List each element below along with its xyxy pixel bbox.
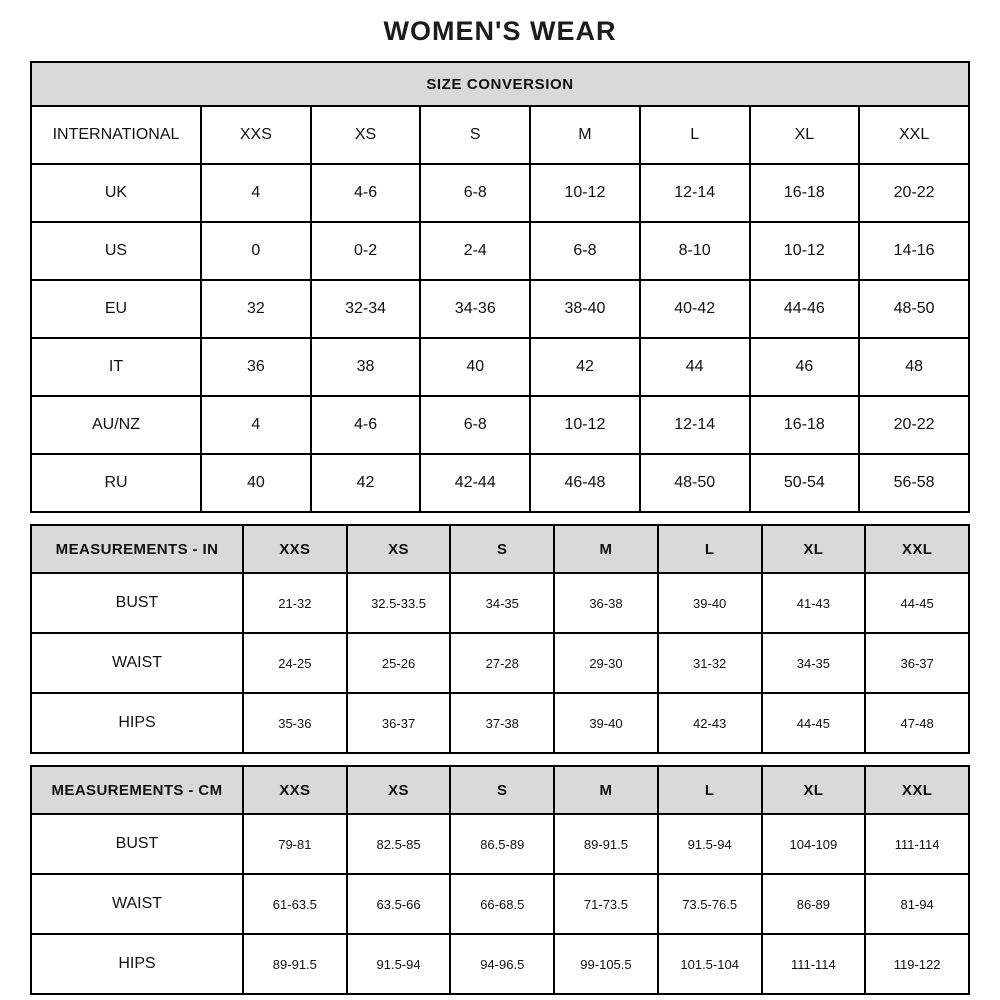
- value-cell: 8-10: [640, 222, 750, 280]
- value-cell: 42-43: [658, 693, 762, 753]
- value-cell: 50-54: [750, 454, 860, 512]
- row-label: AU/NZ: [31, 396, 201, 454]
- value-cell: 42-44: [420, 454, 530, 512]
- value-cell: 27-28: [450, 633, 554, 693]
- size-column-header: L: [640, 106, 750, 164]
- row-label-column-header: MEASUREMENTS - CM: [31, 766, 243, 814]
- value-cell: 111-114: [762, 934, 866, 994]
- row-label: WAIST: [31, 633, 243, 693]
- size-column-header: XXS: [243, 525, 347, 573]
- value-cell: 2-4: [420, 222, 530, 280]
- table-header-row: [31, 106, 969, 164]
- value-cell: 21-32: [243, 573, 347, 633]
- value-cell: 44-45: [762, 693, 866, 753]
- value-cell: 31-32: [658, 633, 762, 693]
- table-row: [31, 164, 969, 222]
- value-cell: 73.5-76.5: [658, 874, 762, 934]
- value-cell: 63.5-66: [347, 874, 451, 934]
- value-cell: 38: [311, 338, 421, 396]
- value-cell: 101.5-104: [658, 934, 762, 994]
- row-label: WAIST: [31, 874, 243, 934]
- table-row: [31, 454, 969, 512]
- size-column-header: S: [450, 766, 554, 814]
- value-cell: 4-6: [311, 164, 421, 222]
- value-cell: 6-8: [420, 164, 530, 222]
- value-cell: 40: [420, 338, 530, 396]
- value-cell: 38-40: [530, 280, 640, 338]
- value-cell: 32.5-33.5: [347, 573, 451, 633]
- value-cell: 12-14: [640, 164, 750, 222]
- value-cell: 66-68.5: [450, 874, 554, 934]
- table-row: [31, 338, 969, 396]
- value-cell: 10-12: [530, 164, 640, 222]
- value-cell: 36: [201, 338, 311, 396]
- value-cell: 32-34: [311, 280, 421, 338]
- size-column-header: S: [450, 525, 554, 573]
- value-cell: 34-36: [420, 280, 530, 338]
- value-cell: 89-91.5: [243, 934, 347, 994]
- value-cell: 20-22: [859, 396, 969, 454]
- value-cell: 56-58: [859, 454, 969, 512]
- size-column-header: XS: [311, 106, 421, 164]
- row-label: HIPS: [31, 693, 243, 753]
- value-cell: 119-122: [865, 934, 969, 994]
- value-cell: 4-6: [311, 396, 421, 454]
- value-cell: 111-114: [865, 814, 969, 874]
- value-cell: 61-63.5: [243, 874, 347, 934]
- value-cell: 10-12: [530, 396, 640, 454]
- value-cell: 14-16: [859, 222, 969, 280]
- table-row: [31, 693, 969, 753]
- value-cell: 40-42: [640, 280, 750, 338]
- size-column-header: XL: [762, 525, 866, 573]
- size-column-header: XL: [750, 106, 860, 164]
- row-label: BUST: [31, 814, 243, 874]
- value-cell: 79-81: [243, 814, 347, 874]
- value-cell: 91.5-94: [347, 934, 451, 994]
- size-column-header: XXS: [201, 106, 311, 164]
- value-cell: 44-46: [750, 280, 860, 338]
- value-cell: 16-18: [750, 164, 860, 222]
- value-cell: 25-26: [347, 633, 451, 693]
- size-column-header: XS: [347, 525, 451, 573]
- value-cell: 6-8: [420, 396, 530, 454]
- value-cell: 36-37: [865, 633, 969, 693]
- row-label: RU: [31, 454, 201, 512]
- table-row: [31, 573, 969, 633]
- value-cell: 24-25: [243, 633, 347, 693]
- value-cell: 46: [750, 338, 860, 396]
- size-column-header: S: [420, 106, 530, 164]
- size-conversion-table: [30, 61, 970, 513]
- value-cell: 48-50: [640, 454, 750, 512]
- value-cell: 42: [530, 338, 640, 396]
- value-cell: 48-50: [859, 280, 969, 338]
- value-cell: 48: [859, 338, 969, 396]
- table-title: SIZE CONVERSION: [31, 62, 969, 106]
- value-cell: 34-35: [450, 573, 554, 633]
- value-cell: 0-2: [311, 222, 421, 280]
- table-title-row: [31, 62, 969, 106]
- value-cell: 29-30: [554, 633, 658, 693]
- value-cell: 71-73.5: [554, 874, 658, 934]
- value-cell: 89-91.5: [554, 814, 658, 874]
- measurements-cm-body: [31, 814, 969, 994]
- value-cell: 4: [201, 396, 311, 454]
- value-cell: 12-14: [640, 396, 750, 454]
- value-cell: 6-8: [530, 222, 640, 280]
- size-column-header: XXL: [865, 525, 969, 573]
- size-column-header: XS: [347, 766, 451, 814]
- value-cell: 4: [201, 164, 311, 222]
- table-row: [31, 934, 969, 994]
- value-cell: 99-105.5: [554, 934, 658, 994]
- measurements-in-body: [31, 573, 969, 753]
- size-column-header: XL: [762, 766, 866, 814]
- value-cell: 46-48: [530, 454, 640, 512]
- value-cell: 40: [201, 454, 311, 512]
- table-row: [31, 633, 969, 693]
- size-column-header: XXL: [859, 106, 969, 164]
- value-cell: 44-45: [865, 573, 969, 633]
- size-column-header: M: [554, 766, 658, 814]
- page-title: WOMEN'S WEAR: [383, 16, 617, 46]
- row-label: UK: [31, 164, 201, 222]
- size-conversion-body: [31, 164, 969, 512]
- value-cell: 39-40: [658, 573, 762, 633]
- value-cell: 91.5-94: [658, 814, 762, 874]
- row-label: EU: [31, 280, 201, 338]
- row-label-column-header: INTERNATIONAL: [31, 106, 201, 164]
- table-row: [31, 222, 969, 280]
- size-column-header: XXS: [243, 766, 347, 814]
- row-label: BUST: [31, 573, 243, 633]
- value-cell: 35-36: [243, 693, 347, 753]
- value-cell: 44: [640, 338, 750, 396]
- value-cell: 42: [311, 454, 421, 512]
- value-cell: 37-38: [450, 693, 554, 753]
- value-cell: 36-37: [347, 693, 451, 753]
- row-label-column-header: MEASUREMENTS - IN: [31, 525, 243, 573]
- value-cell: 41-43: [762, 573, 866, 633]
- measurements-cm-table: [30, 765, 970, 995]
- value-cell: 86.5-89: [450, 814, 554, 874]
- value-cell: 39-40: [554, 693, 658, 753]
- value-cell: 47-48: [865, 693, 969, 753]
- value-cell: 82.5-85: [347, 814, 451, 874]
- table-row: [31, 814, 969, 874]
- size-column-header: L: [658, 766, 762, 814]
- value-cell: 94-96.5: [450, 934, 554, 994]
- value-cell: 32: [201, 280, 311, 338]
- row-label: IT: [31, 338, 201, 396]
- measurements-in-table: [30, 524, 970, 754]
- value-cell: 20-22: [859, 164, 969, 222]
- value-cell: 34-35: [762, 633, 866, 693]
- size-column-header: M: [554, 525, 658, 573]
- value-cell: 36-38: [554, 573, 658, 633]
- table-header-row: [31, 525, 969, 573]
- table-row: [31, 874, 969, 934]
- size-column-header: L: [658, 525, 762, 573]
- value-cell: 86-89: [762, 874, 866, 934]
- table-row: [31, 280, 969, 338]
- size-column-header: M: [530, 106, 640, 164]
- value-cell: 16-18: [750, 396, 860, 454]
- value-cell: 104-109: [762, 814, 866, 874]
- value-cell: 10-12: [750, 222, 860, 280]
- value-cell: 81-94: [865, 874, 969, 934]
- value-cell: 0: [201, 222, 311, 280]
- table-row: [31, 396, 969, 454]
- table-header-row: [31, 766, 969, 814]
- row-label: HIPS: [31, 934, 243, 994]
- size-column-header: XXL: [865, 766, 969, 814]
- row-label: US: [31, 222, 201, 280]
